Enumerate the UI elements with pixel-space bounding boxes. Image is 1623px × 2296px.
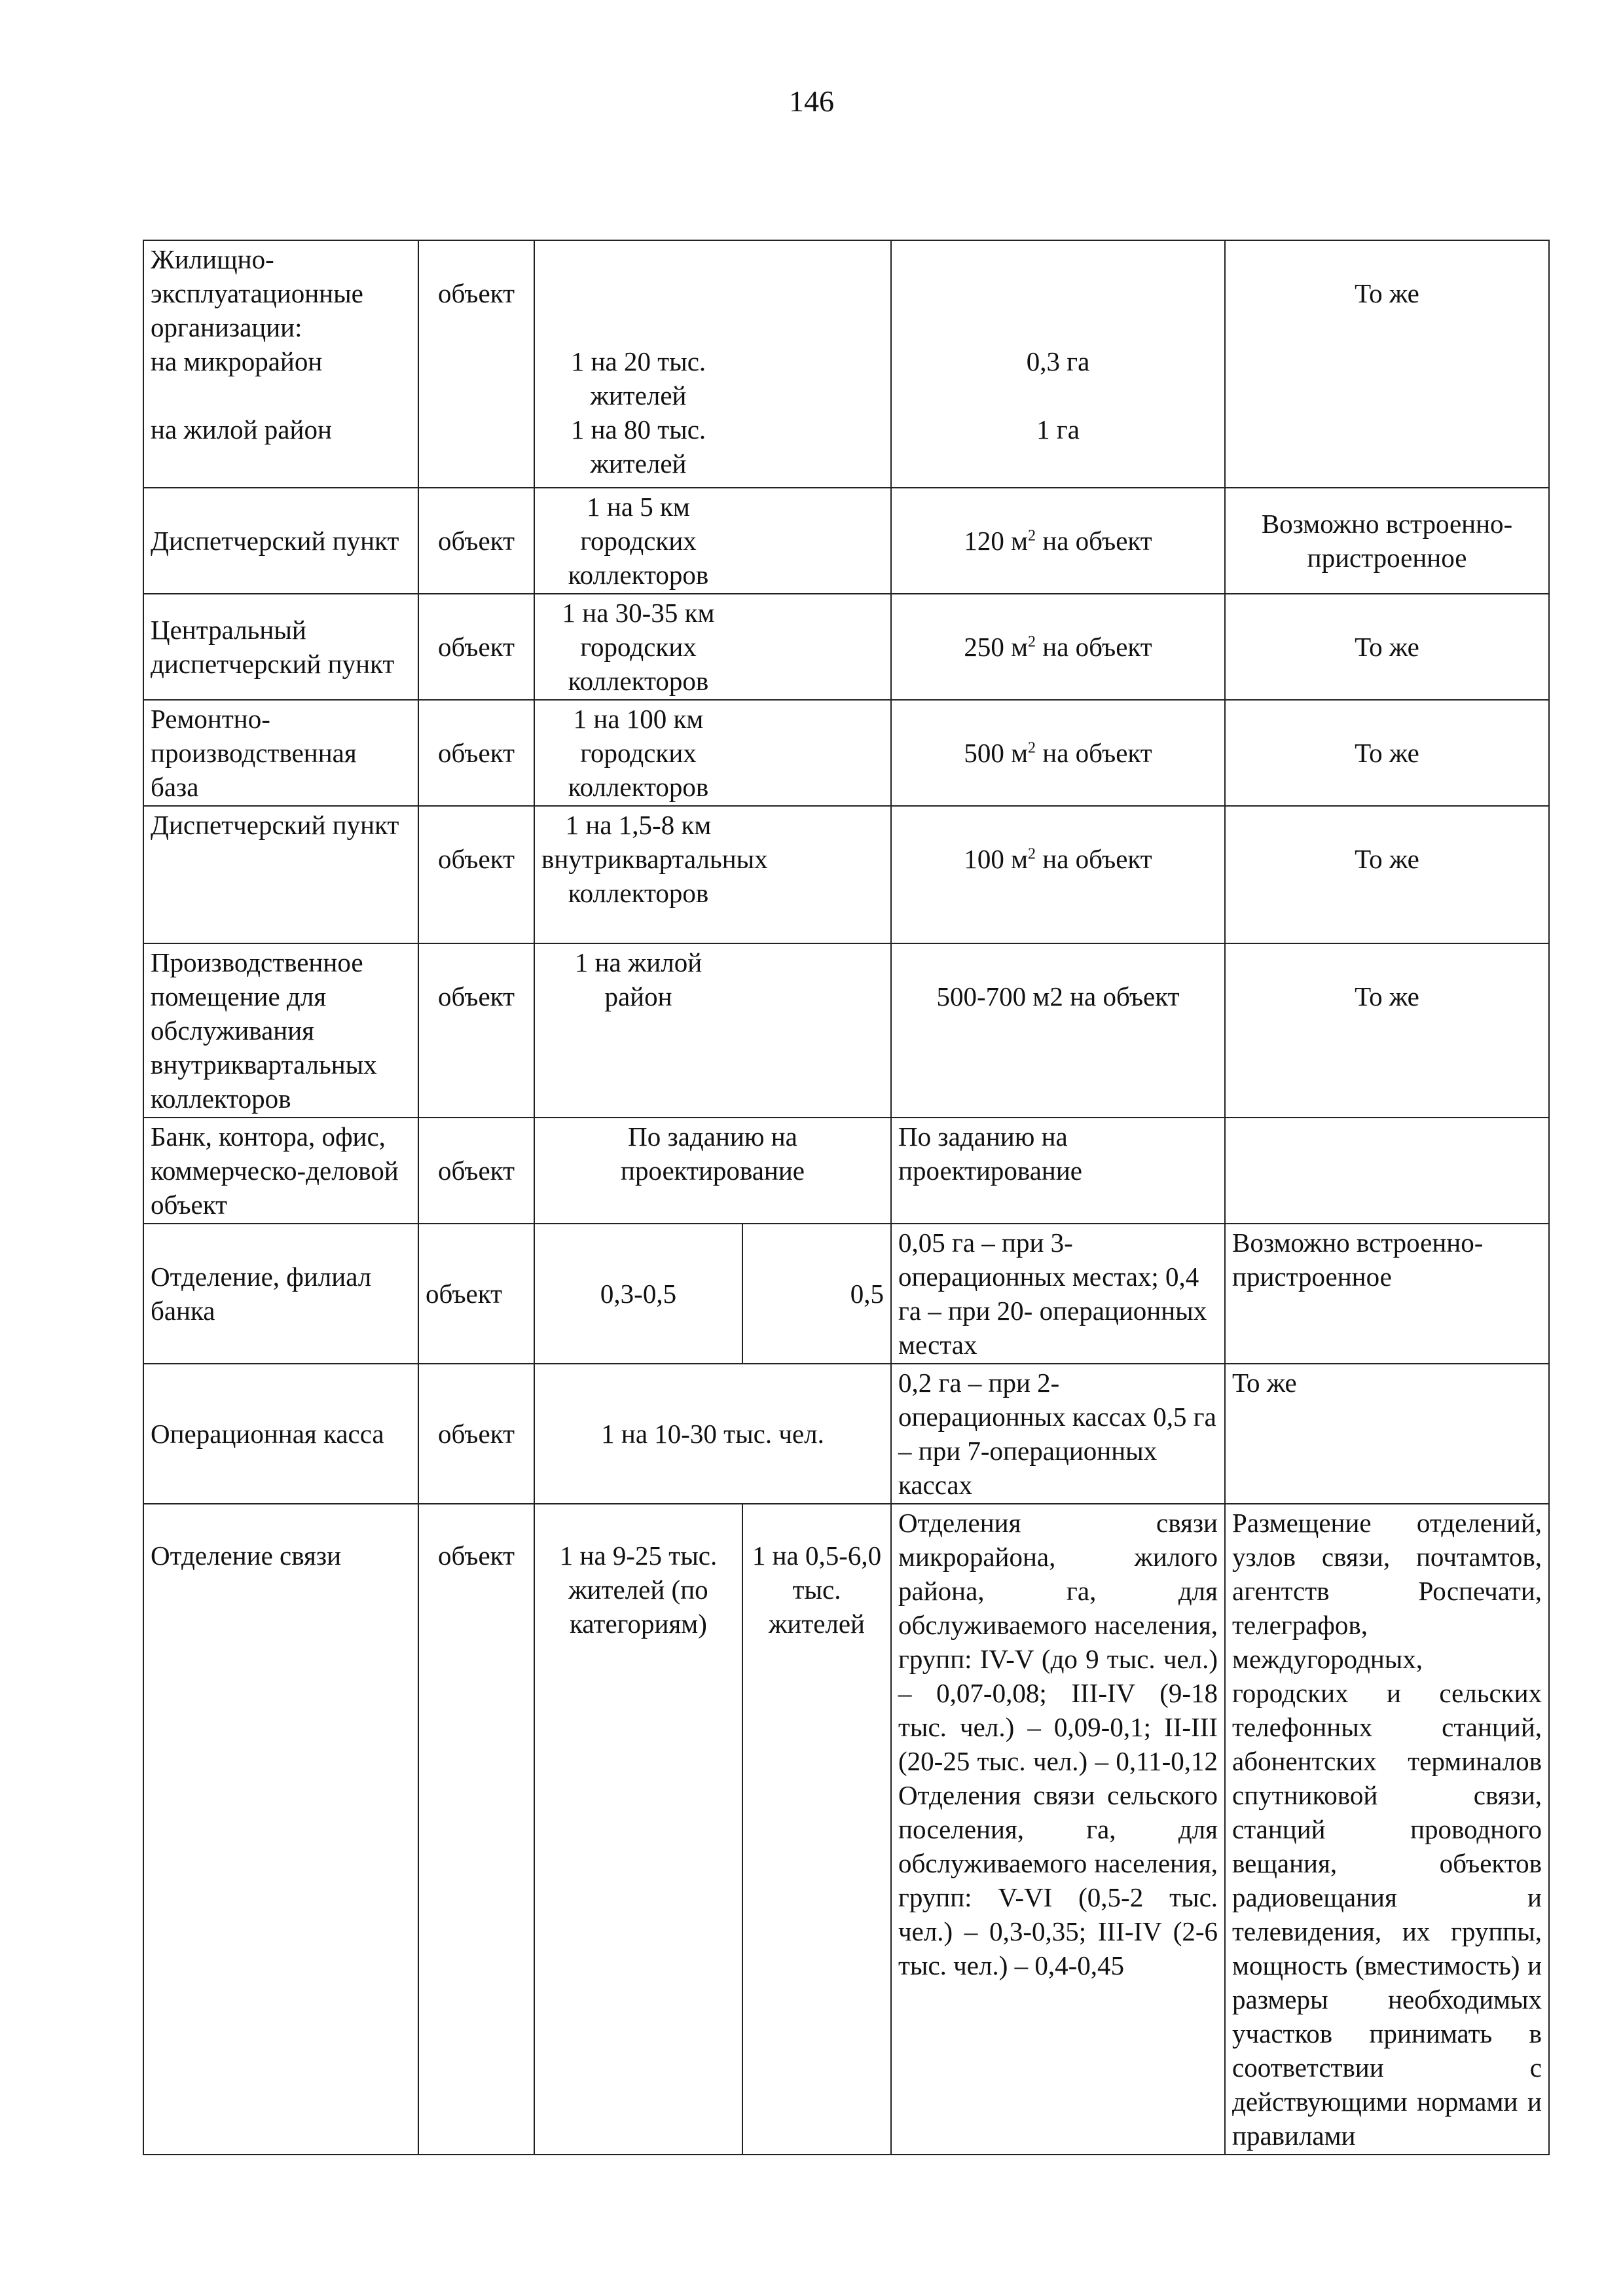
area-cell: По заданию на проектирование xyxy=(891,1118,1225,1224)
unit-cell xyxy=(418,240,534,488)
norm-cell: 0,5 xyxy=(742,1224,891,1364)
area-text: 500-700 м2 на объект xyxy=(936,981,1180,1011)
norm-text: 1 на жилой район xyxy=(574,947,702,1011)
area-suffix: на объект xyxy=(1036,844,1152,874)
area-line xyxy=(898,842,1218,876)
unit-cell: объект xyxy=(418,700,534,806)
norm-cell xyxy=(534,594,891,700)
table-row xyxy=(143,806,1549,943)
area-cell xyxy=(891,943,1225,1118)
name-cell: Отделение связи xyxy=(143,1504,418,2155)
area-text: 0,3 га xyxy=(1026,346,1090,376)
note-text: То же xyxy=(1355,844,1419,874)
norm-cell: 1 на 9-25 тыс. жителей (по категориям) xyxy=(534,1504,742,2155)
area-superscript: 2 xyxy=(1028,527,1036,545)
area-suffix: на объект xyxy=(1036,526,1152,556)
table-row xyxy=(143,1224,1549,1364)
note-cell: То же xyxy=(1225,700,1549,806)
table-row xyxy=(143,1118,1549,1224)
norm-text: 1 на 1,5-8 км внутриквартальных коллекторов xyxy=(541,810,768,908)
table-row xyxy=(143,1364,1549,1504)
unit-cell xyxy=(418,806,534,943)
area-cell xyxy=(891,594,1225,700)
area-text: 1 га xyxy=(1036,414,1080,445)
note-cell: То же xyxy=(1225,594,1549,700)
area-cell xyxy=(891,806,1225,943)
name-cell: Производственное помещение для обслуживания внутриквартальных коллекторов xyxy=(143,943,418,1118)
note-cell: Возможно встроенно-пристроенное xyxy=(1225,1224,1549,1364)
unit-text: объект xyxy=(437,278,515,308)
unit-cell: объект xyxy=(418,1118,534,1224)
unit-cell: объект xyxy=(418,1364,534,1504)
note-cell: То же xyxy=(1225,1364,1549,1504)
name-cell: Диспетчерский пункт xyxy=(143,806,418,943)
area-suffix: на объект xyxy=(1036,738,1152,768)
note-cell: Возможно встроенно-пристроенное xyxy=(1225,488,1549,594)
note-text: То же xyxy=(1355,981,1419,1011)
name-cell: Диспетчерский пункт xyxy=(143,488,418,594)
name-cell: Отделение, филиал банка xyxy=(143,1224,418,1364)
area-suffix: на объект xyxy=(1036,632,1152,662)
unit-cell xyxy=(418,943,534,1118)
note-cell xyxy=(1225,1118,1549,1224)
norm-text: 1 на 80 тыс. жителей xyxy=(570,414,706,479)
table-row xyxy=(143,943,1549,1118)
area-value: 100 м xyxy=(964,844,1029,874)
area-cell xyxy=(891,488,1225,594)
row-subitem: на жилой район xyxy=(151,414,332,445)
name-cell: Ремонтно-производственная база xyxy=(143,700,418,806)
page-number: 146 xyxy=(789,84,834,118)
norm-cell: 0,3-0,5 xyxy=(534,1224,742,1364)
table-row xyxy=(143,240,1549,488)
unit-text: объект xyxy=(437,844,515,874)
norm-cell xyxy=(534,943,891,1118)
table-row xyxy=(143,594,1549,700)
note-cell xyxy=(1225,943,1549,1118)
area-cell: 0,05 га – при 3-операционных местах; 0,4 га – при 20- операционных местах xyxy=(891,1224,1225,1364)
name-cell: Центральный диспетчерский пункт xyxy=(143,594,418,700)
norm-cell xyxy=(534,488,891,594)
area-value: 500 м xyxy=(964,738,1029,768)
area-value: 250 м xyxy=(964,632,1029,662)
norm-text: 1 на 100 км городских коллекторов xyxy=(568,704,709,802)
table-row xyxy=(143,1504,1549,2155)
norm-cell: 1 на 0,5-6,0 тыс. жителей xyxy=(742,1504,891,2155)
note-text: То же xyxy=(1355,278,1419,308)
norms-table xyxy=(143,240,1550,2155)
note-cell: Размещение отделений, узлов связи, почтамтов, агентств Роспечати, телеграфов, междугородных, городских и сельских телефонных станций, абонентских терминалов спутниковой связи, станций проводного вещания, объектов радиовещания и телевидения, их группы, мощность (вместимость) и размеры необходимых участков принимать в соответствии с действующими нормами и правилами xyxy=(1225,1504,1549,2155)
area-cell: Отделения связи микрорайона, жилого района, га, для обслуживаемого населения, групп: IV-V (до 9 тыс. чел.) – 0,07-0,08; III-IV (9-18 тыс. чел.) – 0,09-0,1; II-III (20-25 тыс. чел.) – 0,11-0,12 Отделения связи сельского поселения, га, для обслуживаемого населения, групп: V-VI (0,5-2 тыс. чел.) – 0,3-0,35; III-IV (2-6 тыс. чел.) – 0,4-0,45 xyxy=(891,1504,1225,2155)
norm-text: 1 на 20 тыс. жителей xyxy=(570,346,706,410)
area-superscript: 2 xyxy=(1028,633,1036,651)
norm-cell: По заданию на проектирование xyxy=(534,1118,891,1224)
row-subitem: на микрорайон xyxy=(151,346,323,376)
table-row xyxy=(143,700,1549,806)
norm-text: 1 на 5 км городских коллекторов xyxy=(568,492,709,590)
area-superscript: 2 xyxy=(1028,739,1036,757)
unit-cell: объект xyxy=(418,488,534,594)
note-cell xyxy=(1225,240,1549,488)
area-value: 120 м xyxy=(964,526,1029,556)
norm-cell xyxy=(534,240,891,488)
norm-cell xyxy=(534,700,891,806)
name-cell: Операционная касса xyxy=(143,1364,418,1504)
area-cell xyxy=(891,700,1225,806)
note-cell xyxy=(1225,806,1549,943)
norm-text: 1 на 30-35 км городских коллекторов xyxy=(562,598,715,696)
area-superscript: 2 xyxy=(1028,845,1036,863)
name-cell xyxy=(143,240,418,488)
area-cell: 0,2 га – при 2-операционных кассах 0,5 га – при 7-операционных кассах xyxy=(891,1364,1225,1504)
norm-cell: 1 на 10-30 тыс. чел. xyxy=(534,1364,891,1504)
unit-text: объект xyxy=(437,981,515,1011)
name-cell: Банк, контора, офис, коммерческо-деловой объект xyxy=(143,1118,418,1224)
table-row xyxy=(143,488,1549,594)
row-title: Жилищно-эксплуатационные организации: xyxy=(151,244,363,342)
unit-cell: объект xyxy=(418,1504,534,2155)
area-cell xyxy=(891,240,1225,488)
unit-cell: объект xyxy=(418,1224,534,1364)
unit-cell: объект xyxy=(418,594,534,700)
norm-cell xyxy=(534,806,891,943)
